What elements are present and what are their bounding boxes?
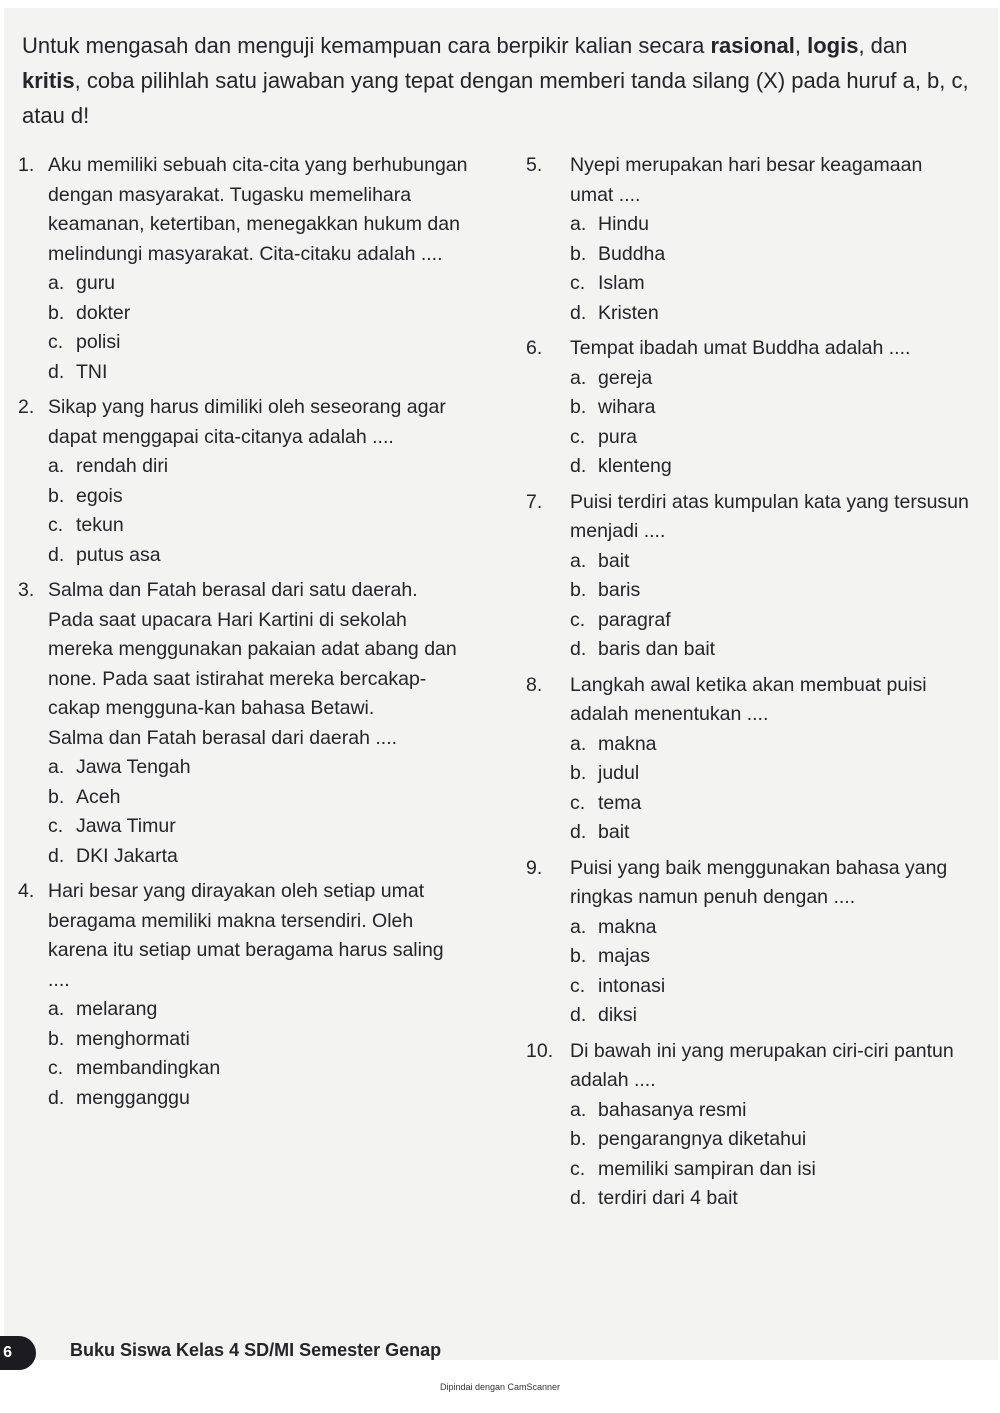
option-letter: b.: [570, 945, 587, 967]
question-number: 10.: [526, 1039, 554, 1062]
instructions-text: ,: [794, 33, 808, 58]
option-c[interactable]: [526, 789, 971, 819]
option-text: polisi: [76, 331, 121, 353]
instructions-bold-logis: logis: [807, 33, 859, 58]
option-letter: a.: [570, 213, 587, 235]
question-text: Aku memiliki sebuah cita-cita yang berhubungan dengan masyarakat. Tugasku memelihara keamanan, ketertiban, menegakkan hukum dan melindungi masyarakat. Cita-citaku adalah ....: [48, 154, 468, 265]
option-text: baris dan bait: [598, 638, 716, 660]
option-c[interactable]: [526, 972, 971, 1002]
option-letter: a.: [48, 756, 65, 778]
option-letter: b.: [48, 484, 65, 507]
instructions-text: , coba pilihlah satu jawaban yang tepat dengan memberi tanda silang (X) pada huruf a, b, c, atau d!: [22, 68, 969, 128]
option-letter: d.: [570, 1187, 587, 1209]
option-text: bahasanya resmi: [598, 1098, 747, 1121]
option-letter: d.: [570, 301, 587, 324]
option-a[interactable]: [18, 753, 468, 783]
option-letter: b.: [570, 396, 587, 418]
question-4: [18, 877, 468, 1113]
option-text: intonasi: [598, 974, 666, 997]
question-text: Puisi yang baik menggunakan bahasa yang ringkas namun penuh dengan ....: [570, 856, 948, 908]
option-text: memiliki sampiran dan isi: [598, 1157, 816, 1180]
option-text: terdiri dari 4 bait: [598, 1187, 738, 1209]
option-letter: d.: [570, 1004, 587, 1026]
option-letter: a.: [570, 1098, 587, 1121]
option-letter: a.: [48, 272, 65, 294]
option-text: melarang: [76, 998, 158, 1020]
option-a[interactable]: [18, 269, 468, 299]
option-c[interactable]: [526, 269, 971, 299]
page-number: 6: [0, 1336, 36, 1370]
option-a[interactable]: [526, 364, 971, 394]
option-text: pura: [598, 425, 638, 448]
question-number: 8.: [526, 673, 543, 696]
question-9: [526, 854, 971, 1031]
option-text: bait: [598, 549, 630, 572]
instructions-text: Untuk mengasah dan menguji kemampuan cara berpikir kalian secara: [22, 33, 711, 58]
question-text: Sikap yang harus dimiliki oleh seseorang agar dapat menggapai cita-citanya adalah ....: [48, 396, 446, 448]
option-b[interactable]: [18, 1025, 468, 1055]
option-text: judul: [598, 762, 640, 784]
question-number: 4.: [18, 880, 35, 902]
option-b[interactable]: [526, 1125, 971, 1155]
option-letter: b.: [48, 785, 65, 808]
option-text: diksi: [598, 1004, 638, 1026]
option-letter: d.: [48, 543, 65, 566]
option-d[interactable]: [18, 842, 468, 872]
option-letter: d.: [570, 821, 587, 843]
option-text: rendah diri: [76, 455, 169, 477]
option-letter: b.: [570, 1128, 587, 1150]
option-d[interactable]: [526, 1184, 971, 1214]
question-3: [18, 576, 468, 871]
question-number: 6.: [526, 337, 543, 359]
question-number: 9.: [526, 856, 543, 879]
question-text: Salma dan Fatah berasal dari satu daerah. Pada saat upacara Hari Kartini di sekolah mereka menggunakan pakaian adat abang dan none. Pada saat istirahat mereka bercakap-cakap mengguna-kan bahasa Betawi.: [48, 579, 457, 719]
option-b[interactable]: [526, 393, 971, 423]
option-letter: a.: [570, 366, 587, 389]
option-text: Islam: [598, 272, 645, 294]
worksheet-page: [4, 8, 998, 1360]
option-d[interactable]: [18, 358, 468, 388]
scanner-watermark: Dipindai dengan CamScanner: [439, 1382, 561, 1392]
question-number: 3.: [18, 579, 35, 601]
question-text: Puisi terdiri atas kumpulan kata yang tersusun menjadi ....: [570, 490, 969, 542]
option-d[interactable]: [526, 452, 971, 482]
option-letter: d.: [570, 638, 587, 660]
question-number: 2.: [18, 396, 35, 418]
option-text: mengganggu: [76, 1086, 190, 1109]
option-c[interactable]: [526, 606, 971, 636]
option-a[interactable]: [526, 730, 971, 760]
option-a[interactable]: [18, 452, 468, 482]
question-number: 5.: [526, 154, 543, 176]
option-text: Jawa Tengah: [76, 756, 191, 778]
option-c[interactable]: [526, 1155, 971, 1185]
option-text: putus asa: [76, 543, 161, 566]
option-letter: a.: [570, 732, 587, 755]
option-text: dokter: [76, 301, 131, 324]
question-1: [18, 151, 468, 387]
book-title: Buku Siswa Kelas 4 SD/MI Semester Genap: [70, 1340, 442, 1360]
option-letter: a.: [570, 915, 587, 938]
option-text: membandingkan: [76, 1057, 221, 1079]
option-letter: c.: [48, 514, 64, 536]
question-text: Hari besar yang dirayakan oleh setiap umat beragama memiliki makna tersendiri. Oleh karena itu setiap umat beragama harus saling ....: [48, 880, 444, 991]
option-letter: c.: [48, 1057, 64, 1079]
option-text: menghormati: [76, 1027, 190, 1050]
option-text: Aceh: [76, 785, 121, 808]
option-letter: c.: [570, 608, 586, 631]
question-2: [18, 393, 468, 570]
instructions-bold-rasional: rasional: [710, 33, 795, 58]
option-letter: a.: [570, 549, 587, 572]
option-a[interactable]: [526, 210, 971, 240]
option-a[interactable]: [526, 913, 971, 943]
question-prompt: Salma dan Fatah berasal dari daerah ....: [48, 726, 398, 749]
question-number: 7.: [526, 490, 543, 513]
option-d[interactable]: [526, 299, 971, 329]
question-number: 1.: [18, 154, 35, 176]
option-text: pengarangnya diketahui: [598, 1128, 807, 1150]
option-letter: a.: [48, 455, 65, 477]
option-d[interactable]: [18, 1084, 468, 1114]
question-6: [526, 334, 971, 482]
option-text: Jawa Timur: [76, 815, 176, 837]
option-text: bait: [598, 821, 630, 843]
option-letter: c.: [570, 1157, 586, 1180]
option-text: guru: [76, 272, 116, 294]
option-c[interactable]: [18, 812, 468, 842]
option-text: Hindu: [598, 213, 649, 235]
option-a[interactable]: [18, 995, 468, 1025]
option-letter: c.: [48, 331, 64, 353]
option-b[interactable]: [18, 783, 468, 813]
option-b[interactable]: [526, 942, 971, 972]
option-letter: d.: [570, 455, 587, 477]
option-letter: d.: [48, 360, 65, 383]
option-text: makna: [598, 732, 657, 755]
option-letter: c.: [48, 815, 64, 837]
option-c[interactable]: [18, 511, 468, 541]
option-letter: b.: [48, 301, 65, 324]
option-b[interactable]: [18, 299, 468, 329]
option-text: TNI: [76, 360, 108, 383]
option-text: baris: [598, 579, 641, 601]
option-letter: b.: [48, 1027, 65, 1050]
option-text: Buddha: [598, 242, 666, 265]
option-b[interactable]: [526, 576, 971, 606]
option-b[interactable]: [526, 759, 971, 789]
question-text: Langkah awal ketika akan membuat puisi adalah menentukan ....: [570, 673, 927, 725]
option-letter: d.: [48, 1086, 65, 1109]
option-text: tekun: [76, 514, 124, 536]
option-letter: b.: [570, 579, 587, 601]
question-8: [526, 671, 971, 848]
option-a[interactable]: [526, 1096, 971, 1126]
left-column: [18, 151, 468, 1113]
question-text: Tempat ibadah umat Buddha adalah ....: [570, 337, 911, 359]
question-7: [526, 488, 971, 665]
option-text: egois: [76, 484, 123, 507]
option-letter: a.: [48, 998, 65, 1020]
option-b[interactable]: [526, 240, 971, 270]
option-letter: b.: [570, 242, 587, 265]
option-text: tema: [598, 791, 642, 814]
option-a[interactable]: [526, 547, 971, 577]
question-5: [526, 151, 971, 328]
page-footer: [4, 1330, 998, 1370]
option-text: wihara: [598, 396, 656, 418]
option-letter: c.: [570, 791, 586, 814]
option-letter: c.: [570, 272, 586, 294]
option-letter: c.: [570, 974, 586, 997]
option-letter: b.: [570, 762, 587, 784]
option-text: Kristen: [598, 301, 659, 324]
instructions-text: , dan: [858, 33, 908, 58]
question-text: Di bawah ini yang merupakan ciri-ciri pantun adalah ....: [570, 1039, 954, 1091]
option-c[interactable]: [18, 328, 468, 358]
option-text: majas: [598, 945, 651, 967]
option-d[interactable]: [526, 635, 971, 665]
option-b[interactable]: [18, 482, 468, 512]
instructions-bold-kritis: kritis: [22, 68, 75, 93]
question-text: Nyepi merupakan hari besar keagamaan umat ....: [570, 154, 923, 206]
option-letter: c.: [570, 425, 586, 448]
option-letter: d.: [48, 844, 65, 867]
right-column: [526, 151, 971, 1214]
option-c[interactable]: [526, 423, 971, 453]
option-text: paragraf: [598, 608, 671, 631]
option-text: DKI Jakarta: [76, 844, 178, 867]
option-text: gereja: [598, 366, 653, 389]
option-c[interactable]: [18, 1054, 468, 1084]
option-d[interactable]: [526, 1001, 971, 1031]
option-d[interactable]: [18, 541, 468, 571]
instructions: [22, 28, 972, 133]
option-d[interactable]: [526, 818, 971, 848]
option-text: makna: [598, 915, 657, 938]
question-10: [526, 1037, 971, 1214]
option-text: klenteng: [598, 455, 672, 477]
